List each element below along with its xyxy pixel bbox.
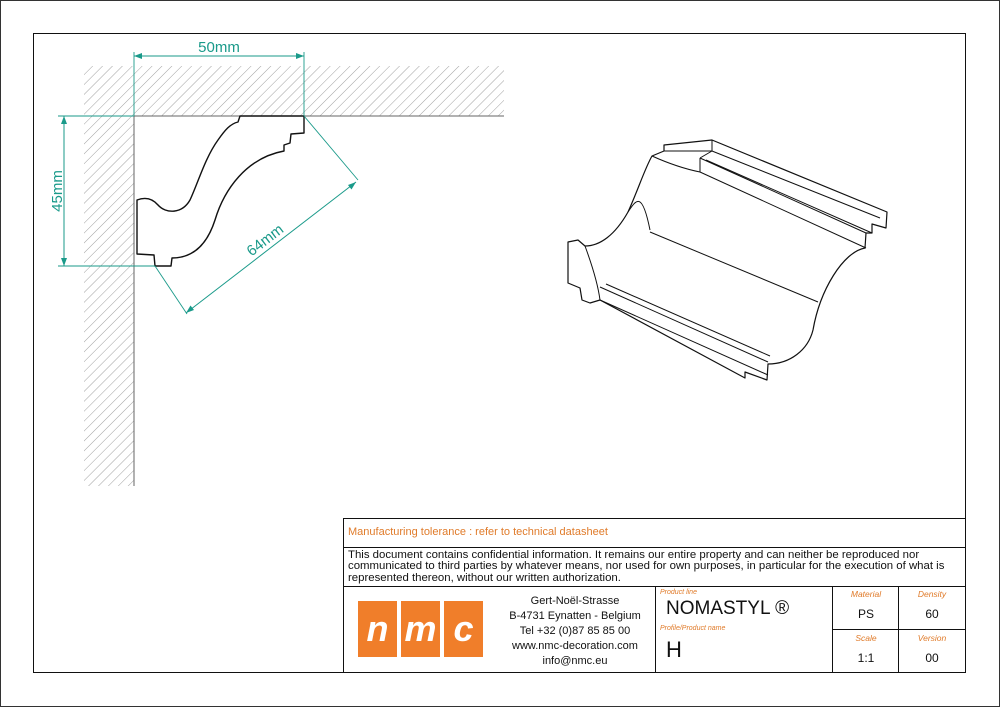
version-label: Version xyxy=(917,633,947,643)
scale-value: 1:1 xyxy=(857,651,875,665)
dimension-diagonal-label: 64mm xyxy=(243,220,287,260)
product-name-value: H xyxy=(666,637,682,662)
address-city: B-4731 Eynatten - Belgium xyxy=(509,610,641,622)
logo-box-c xyxy=(444,601,483,657)
material-label: Material xyxy=(850,589,882,599)
logo-box-n xyxy=(358,601,397,657)
scale-label: Scale xyxy=(855,633,877,643)
product-name-label: Profile/Product name xyxy=(660,625,726,632)
logo-letter-c: c xyxy=(453,608,474,649)
density-label: Density xyxy=(917,589,947,599)
confidentiality-notice: This document contains confidential information. It remains our entire property and can neither be reproduced nor communicated to third parties by whatever means, nor used for own purposes, in particular for the execution of what is represented thereon, without our written authorization. xyxy=(348,549,945,584)
density-value: 60 xyxy=(925,607,939,621)
address-street: Gert-Noël-Strasse xyxy=(530,595,620,607)
version-value: 00 xyxy=(925,651,939,665)
logo-letter-n: n xyxy=(366,608,389,649)
address-website: www.nmc-decoration.com xyxy=(512,640,638,652)
material-value: PS xyxy=(857,607,874,621)
logo-letter-m: m xyxy=(404,608,437,649)
address-phone: Tel +32 (0)87 85 85 00 xyxy=(519,625,631,637)
company-address xyxy=(500,594,650,669)
nmc-logo xyxy=(358,601,484,657)
address-email: info@nmc.eu xyxy=(542,655,608,667)
dimension-width-label: 50mm xyxy=(198,39,240,56)
logo-box-m xyxy=(401,601,440,657)
product-line-label: Product line xyxy=(660,589,697,596)
product-line-value: NOMASTYL ® xyxy=(666,598,790,619)
dimension-height-label: 45mm xyxy=(49,170,66,212)
cornice-profile-section xyxy=(137,116,304,266)
tolerance-note: Manufacturing tolerance : refer to technical datasheet xyxy=(348,526,608,538)
